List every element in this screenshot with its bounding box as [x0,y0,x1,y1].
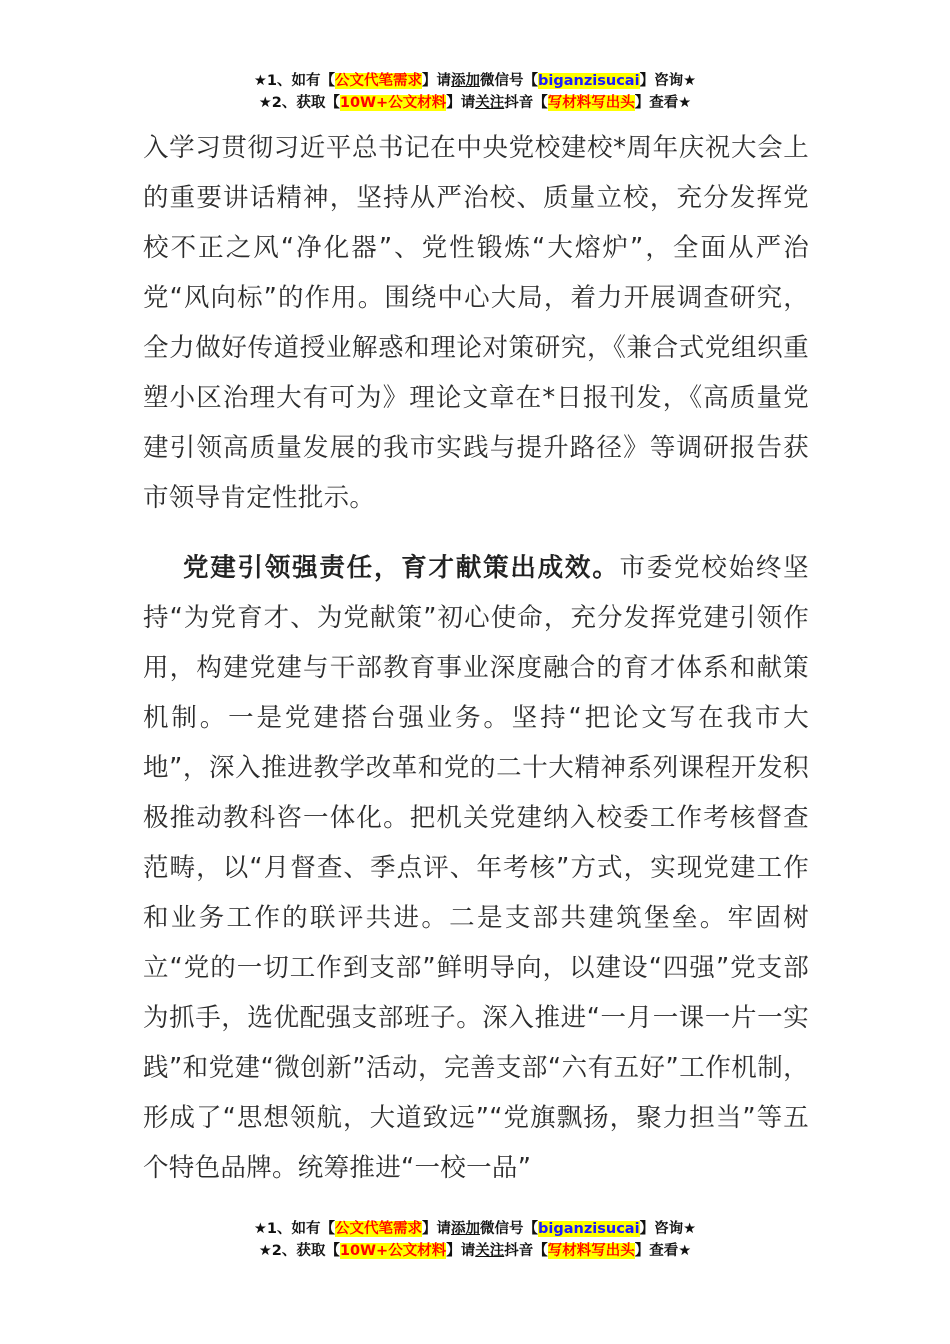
banner-highlight-service: 公文代笔需求 [335,1221,423,1237]
banner-text: 】请 [446,95,476,111]
banner-text: 】咨询★ [639,1221,697,1237]
banner-text: 抖音【 [504,1243,548,1259]
banner-text: 】请 [422,73,452,89]
document-body [143,123,809,1193]
paragraph-spacer [143,523,809,543]
banner-highlight-materials: 10W+公文材料 [339,95,447,111]
banner-highlight-service: 公文代笔需求 [335,73,423,89]
banner-underline: 关注 [475,1243,505,1259]
banner-text: 】查看★ [634,95,692,111]
banner-text: 微信号【 [480,1221,539,1237]
banner-highlight-materials: 10W+公文材料 [339,1243,447,1259]
header-banner [0,70,950,114]
banner-line-2 [0,92,950,114]
paragraph-1: 入学习贯彻习近平总书记在中央党校建校*周年庆祝大会上的重要讲话精神，坚持从严治校、质量立校，充分发挥党校不正之风“净化器”、党性锻炼“大熔炉”，全面从严治党“风向标”的作用。围绕中心大局，着力开展调查研究，全力做好传道授业解惑和理论对策研究，《兼合式党组织重塑小区治理大有可为》理论文章在*日报刊发，《高质量党建引领高质量发展的我市实践与提升路径》等调研报告获市领导肯定性批示。 [143,133,809,513]
banner-text: ★2、获取【 [258,95,340,111]
banner-line-1 [0,1218,950,1240]
banner-text: ★1、如有【 [253,1221,336,1237]
banner-underline: 添加 [451,73,481,89]
banner-text: ★2、获取【 [258,1243,340,1259]
banner-highlight-douyin: 写材料写出头 [547,1243,635,1259]
paragraph-2 [143,543,809,1193]
banner-highlight-douyin: 写材料写出头 [547,95,635,111]
banner-underline: 关注 [475,95,505,111]
banner-text: 抖音【 [504,95,548,111]
footer-banner [0,1218,950,1262]
banner-text: 】请 [422,1221,452,1237]
banner-text: ★1、如有【 [253,73,336,89]
paragraph-2-lead: 党建引领强责任，育才献策出成效。 [183,553,620,583]
banner-text: 微信号【 [480,73,539,89]
banner-text: 】请 [446,1243,476,1259]
banner-text: 】查看★ [634,1243,692,1259]
banner-line-2 [0,1240,950,1262]
banner-highlight-wechat: biganzisucai [538,73,640,89]
banner-highlight-wechat: biganzisucai [538,1221,640,1237]
banner-line-1 [0,70,950,92]
paragraph-2-text: 市委党校始终坚持“为党育才、为党献策”初心使命，充分发挥党建引领作用，构建党建与干部教育事业深度融合的育才体系和献策机制。一是党建搭台强业务。坚持“把论文写在我市大地”，深入推进教学改革和党的二十大精神系列课程开发积极推动教科咨一体化。把机关党建纳入校委工作考核督查范畴，以“月督查、季点评、年考核”方式，实现党建工作和业务工作的联评共进。二是支部共建筑堡垒。牢固树立“党的一切工作到支部”鲜明导向，以建设“四强”党支部为抓手，选优配强支部班子。深入推进“一月一课一片一实践”和党建“微创新”活动，完善支部“六有五好”工作机制，形成了“思想领航，大道致远”“党旗飘扬，聚力担当”等五个特色品牌。统筹推进“一校一品” [143,553,809,1183]
banner-underline: 添加 [451,1221,481,1237]
banner-text: 】咨询★ [639,73,697,89]
